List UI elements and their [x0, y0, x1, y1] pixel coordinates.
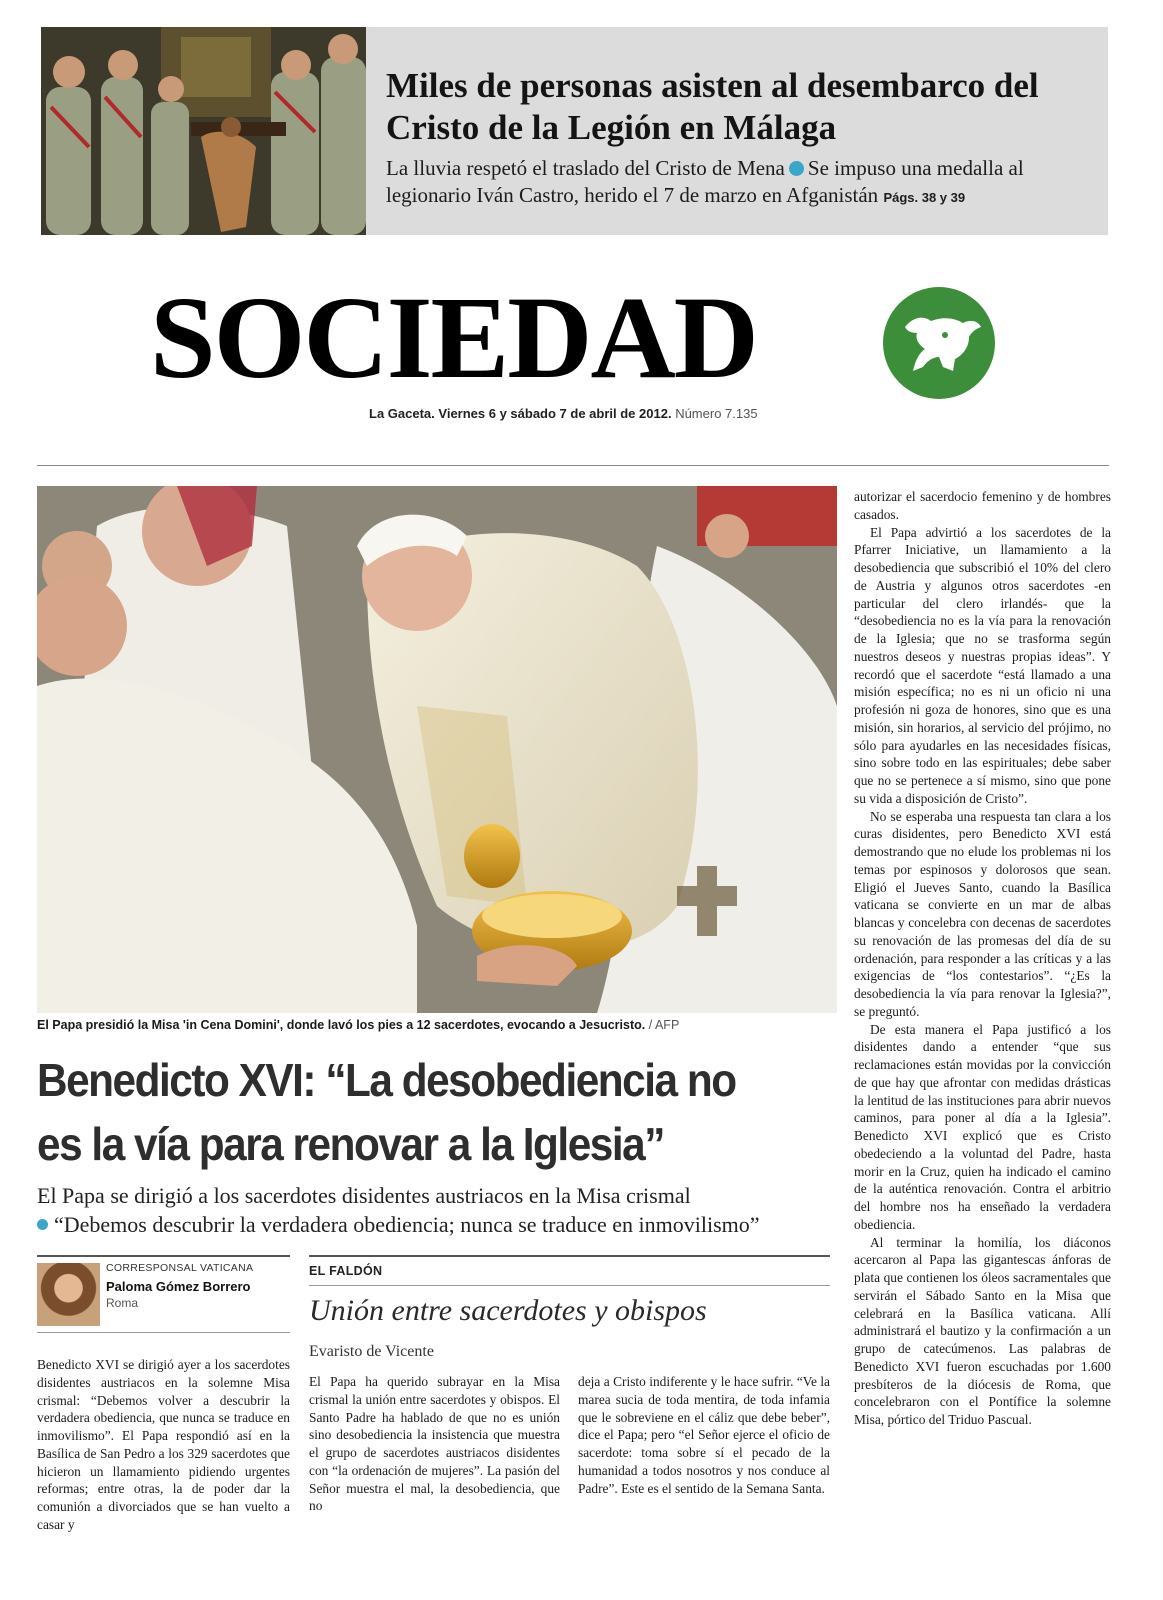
subhead-quote: “Debemos descubrir la verdadera obediencia; nunca se traduce en inmovilismo”	[54, 1212, 760, 1237]
bull-head-icon	[883, 287, 995, 399]
byline-role: CORRESPONSAL VATICANA	[106, 1262, 254, 1274]
pope-washing-feet-photo	[37, 486, 837, 1013]
faldon-label: EL FALDÓN	[309, 1264, 383, 1278]
photo-caption	[37, 1018, 837, 1032]
byline-divider	[37, 1255, 290, 1257]
faldon-column-1	[309, 1373, 560, 1515]
subhead-line-2	[37, 1210, 847, 1239]
article-paragraph: El Papa advirtió a los sacerdotes de la Pfarrer Iniciative, un llamamiento a la desobediencia que subscribió el 10% del clero de Austria y algunos otros sacerdotes -en particular del clero irlandés- que la “desobediencia no es la vía para la renovación de la Iglesia; que no se trasforma según nuestros deseos y nuestras propias ideas”. Y recordó que el sacerdote “está llamado a una misión específica; no es ni un oficio ni una profesión ni goza de honores, sino que es una misión, sin horarios, al servicio del prójimo, no sólo para ayudarles en las necesidades físicas, sino sobre todo en las espirituales; debe saber que no se pertenece a sí mismo, sino que pone su vida a disposición de Cristo”.	[854, 524, 1111, 806]
byline-city: Roma	[106, 1296, 139, 1310]
article-paragraph: No se esperaba una respuesta tan clara a los curas disidentes, pero Benedicto XVI está demostrando que no elude los problemas ni los temas por espinosos y dolorosos que sean. Eligió el Jueves Santo, cuando la Basílica vaticana se convierte en un mar de albas blancas y concelebra con decenas de sacerdotes su renovación de las promesas del día de su ordenación, para responder a las críticas y a las exigencias de “los contestarios”. “¿Es la desobediencia la vía para renovar la Iglesia?”, se preguntó.	[854, 808, 1111, 1019]
byline-name[interactable]: Paloma Gómez Borrero	[106, 1279, 251, 1294]
article-paragraph: De esta manera el Papa justificó a los disidentes dando a entender “que sus reclamaciones están movidas por la convicción de que hay que afrontar con medidas drásticas la lentitud de las instituciones para abrir nuevos caminos, para poner al día a la Iglesia”. Benedicto XVI explicó que es Cristo obedeciendo a la voluntad del Padre, hasta morir en la Cruz, quien ha indicado el camino de la auténtica renovación. Contra el arbitrio del hombre nos ha enseñado la verdadera obediencia.	[854, 1021, 1111, 1232]
bull-head-glyph	[883, 287, 995, 399]
article-right-column	[854, 488, 1111, 1429]
faldon-divider-mid	[309, 1285, 830, 1286]
bullet-dot-icon	[789, 161, 804, 176]
byline-divider-bottom	[37, 1332, 290, 1333]
article-headline[interactable]: Benedicto XVI: “La desobediencia no es la vía para renovar a la Iglesia”	[37, 1054, 736, 1170]
issue-number: Número 7.135	[675, 406, 758, 421]
teaser-pages[interactable]: Págs. 38 y 39	[883, 190, 966, 205]
photo-credit: / AFP	[648, 1018, 680, 1032]
legion-photo-illustration	[41, 27, 366, 235]
article-paragraph: Benedicto XVI se dirigió ayer a los sacerdotes disidentes austriacos en la solemne Misa crismal: “Debemos volver a descubrir la verdadera obediencia, que nunca se traduce en inmovilismo”. El Papa respondió así en la Basílica de San Pedro a los 329 sacerdotes que hicieron un llamamiento pidiendo urgentes reformas; entre otras, la de poder dar la comunión a divorciados que se han vuelto a casar y	[37, 1357, 290, 1532]
faldon-column-2	[578, 1373, 830, 1497]
issue-date: Viernes 6 y sábado 7 de abril de 2012.	[438, 406, 672, 421]
article-paragraph: autorizar el sacerdocio femenino y de hombres casados.	[854, 489, 1111, 522]
faldon-divider	[309, 1255, 830, 1257]
dateline	[369, 406, 869, 421]
teaser-subtitle	[386, 155, 1096, 211]
subhead-line-1: El Papa se dirigió a los sacerdotes disidentes austriacos en la Misa crismal	[37, 1183, 691, 1208]
teaser-sub-part2: Se impuso una medalla al legionario Iván Castro, herido el 7 de marzo en Afganistán	[386, 156, 1024, 207]
teaser-banner[interactable]	[41, 27, 1108, 235]
legion-procession-photo	[41, 27, 366, 235]
faldon-paragraph: deja a Cristo indiferente y le hace sufrir. “Ve la marea sucia de toda mentira, de toda infamia que le sobreviene en el cáliz que debe beber”, dice el Papa; pero “el Señor ejerce el oficio de sacerdote: toma sobre sí el pecado de la humanidad a todos nosotros y nos conduce al Padre”. Este es el sentido de la Semana Santa.	[578, 1374, 830, 1496]
caption-text: El Papa presidió la Misa 'in Cena Domini', donde lavó los pies a 12 sacerdotes, evocando a Jesucristo.	[37, 1018, 646, 1032]
article-subhead	[37, 1181, 847, 1239]
author-avatar	[37, 1263, 100, 1326]
article-paragraph: Al terminar la homilía, los diáconos acercaron al Papa las gigantescas ánforas de plata que contienen los óleos sacramentales que servirán el Sábado Santo en la Misa que celebrará en la Basílica vaticana. Allí administrará el bautizo y la confirmación a un grupo de catecúmenos. Las palabras de Benedicto XVI fueron escuchadas por 1.600 presbíteros de la diócesis de Roma, que concelebraron con el Pontífice la solemne Misa, pórtico del Triduo Pascual.	[854, 1234, 1111, 1427]
faldon-title[interactable]: Unión entre sacerdotes y obispos	[309, 1294, 707, 1327]
teaser-sub-part1: La lluvia respetó el traslado del Cristo de Mena	[386, 156, 785, 180]
faldon-paragraph: El Papa ha querido subrayar en la Misa crismal la unión entre sacerdotes y obispos. El Santo Padre ha hablado de que no es unión sino desobediencia la insistencia que muestra el grupo de sacerdotes austriacos disidentes con “la ordenación de mujeres”. La pasión del Señor muestra el mal, la desobediencia, que no	[309, 1374, 560, 1514]
section-title: SOCIEDAD	[150, 272, 757, 403]
main-photo-illustration	[37, 486, 837, 1013]
faldon-author: Evaristo de Vicente	[309, 1343, 434, 1360]
article-intro-column	[37, 1356, 290, 1534]
teaser-title[interactable]: Miles de personas asisten al desembarco del Cristo de la Legión en Málaga	[386, 66, 1039, 147]
paper-name: La Gaceta.	[369, 406, 435, 421]
divider	[37, 465, 1109, 466]
bullet-dot-icon	[37, 1219, 48, 1230]
